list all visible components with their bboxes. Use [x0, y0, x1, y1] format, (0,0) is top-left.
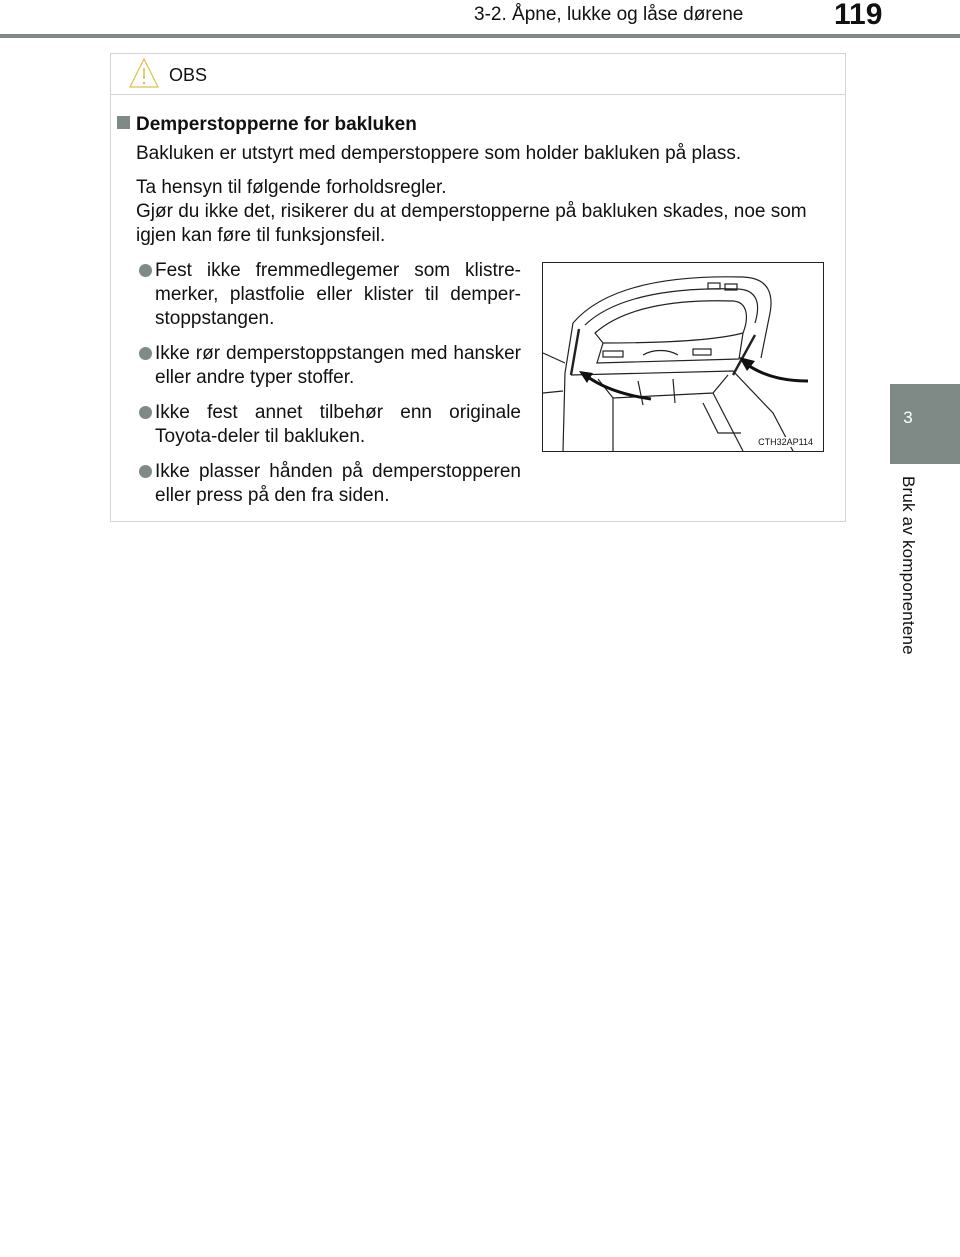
list-item-text: Ikke rør demperstoppstangen med hansker eller andre typer stoffer.: [155, 343, 521, 388]
list-item: [139, 401, 521, 449]
bullet-dot-icon: [139, 264, 152, 277]
bullet-dot-icon: [139, 465, 152, 478]
header-rule: [0, 34, 960, 38]
bullet-dot-icon: [139, 406, 152, 419]
precaution-paragraph: [136, 176, 836, 248]
list-item-text: Fest ikke fremmedlegemer som klistremerker, plastfolie eller klister til demperstoppstangen.: [155, 260, 521, 329]
section-title-text: Demperstopperne for bakluken: [136, 114, 417, 135]
bullet-list: [139, 259, 521, 519]
bullet-dot-icon: [139, 347, 152, 360]
caution-label: OBS: [169, 65, 208, 85]
chapter-number: 3: [903, 408, 913, 427]
precaution-line: Ta hensyn til følgende forholdsregler.: [136, 177, 447, 198]
caution-section-title: [117, 114, 417, 136]
precaution-warning: Gjør du ikke det, risikerer du at demperstopperne på bakluken skades, noe som igjen kan føre til funksjonsfeil.: [136, 201, 807, 246]
caution-header: [111, 54, 845, 95]
list-item-text: Ikke fest annet tilbehør enn originale Toyota-deler til bakluken.: [155, 402, 521, 447]
square-bullet-icon: [117, 116, 130, 129]
list-item: [139, 342, 521, 390]
section-heading: 3-2. Åpne, lukke og låse dørene: [474, 4, 744, 25]
list-item-text: Ikke plasser hånden på demperstopperen eller press på den fra siden.: [155, 461, 521, 506]
caution-box: [110, 53, 846, 522]
page-header: [0, 0, 960, 40]
list-item: [139, 259, 521, 331]
intro-paragraph: Bakluken er utstyrt med demperstoppere som holder bakluken på plass.: [136, 143, 742, 164]
chapter-tab: [890, 384, 960, 464]
warning-triangle-icon: [128, 57, 160, 89]
list-item: [139, 460, 521, 508]
chapter-label: Bruk av komponentene: [899, 476, 918, 655]
figure-code: CTH32AP114: [758, 437, 813, 447]
tailgate-drawing: [543, 263, 823, 451]
tailgate-illustration: [542, 262, 824, 452]
page-number: 119: [834, 0, 883, 31]
